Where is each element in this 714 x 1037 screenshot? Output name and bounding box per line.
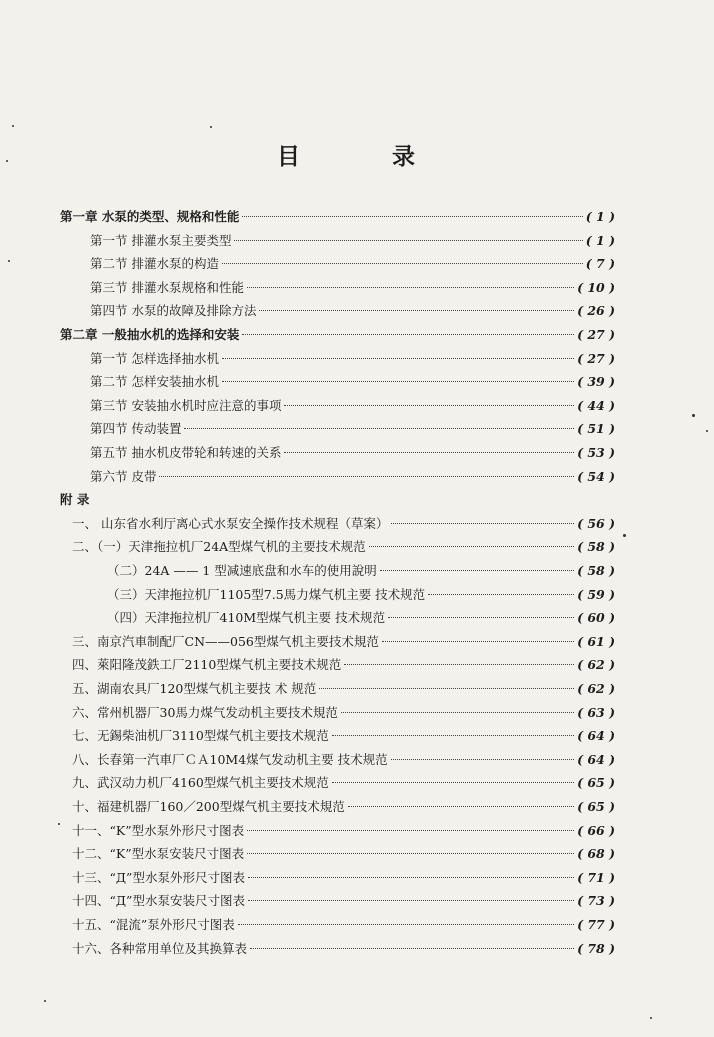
toc-entry — [72, 726, 615, 748]
toc-entry — [90, 349, 615, 371]
toc-entry-label: 十一、“K”型水泵外形尺寸图表 — [72, 822, 245, 838]
toc-entry-label: （四）天津拖拉机厂410M型煤气机主要 技术规范 — [107, 610, 386, 626]
toc-entry-label: 十三、“Д”型水泵外形尺寸图表 — [72, 869, 245, 885]
toc-entry-label: 第二章 一般抽水机的选择和安装 — [60, 327, 240, 342]
dot-leader — [332, 735, 574, 736]
toc-entry — [90, 419, 615, 441]
toc-entry-page: ( 65 ) — [577, 799, 615, 814]
toc-entry-page: ( 61 ) — [577, 633, 615, 649]
toc-entry-page: ( 59 ) — [577, 586, 615, 602]
dot-leader — [247, 287, 574, 288]
toc-entry-page: ( 64 ) — [577, 728, 615, 744]
toc-entry-page: ( 56 ) — [577, 515, 615, 531]
toc-entry-page: ( 27 ) — [577, 350, 615, 366]
toc-entry — [72, 632, 615, 654]
dot-leader — [382, 641, 574, 642]
toc-entry-label: 第二节 怎样安装抽水机 — [90, 374, 219, 390]
toc-entry-page: ( 27 ) — [577, 327, 615, 342]
toc-entry-label: 第一节 怎样选择抽水机 — [90, 350, 219, 366]
dot-leader — [238, 924, 574, 925]
dot-leader — [428, 594, 574, 595]
toc-entry — [107, 585, 615, 607]
scan-speck — [6, 160, 8, 162]
toc-entry-page: ( 71 ) — [577, 869, 615, 885]
toc-entry-page: ( 63 ) — [577, 704, 615, 720]
toc-entry — [60, 490, 615, 512]
toc-entry-page: ( 39 ) — [577, 374, 615, 390]
dot-leader — [248, 900, 574, 901]
toc-entry-page: ( 58 ) — [577, 563, 615, 578]
toc-entry — [72, 891, 615, 913]
dot-leader — [222, 381, 574, 382]
toc-entry — [72, 821, 615, 843]
toc-entry-label: 十四、“Д”型水泵安装尺寸图表 — [72, 893, 245, 909]
dot-leader — [369, 546, 574, 547]
toc-entry-label: 第三节 排灌水泵规格和性能 — [90, 279, 244, 295]
toc-entry-page: ( 44 ) — [577, 397, 615, 413]
scan-speck — [692, 414, 695, 417]
toc-entry — [72, 655, 615, 677]
dot-leader — [332, 782, 574, 783]
toc-entry-page: ( 78 ) — [577, 940, 615, 956]
toc-entry-label: 九、武汉动力机厂4160型煤气机主要技术规范 — [72, 775, 329, 791]
toc-entry — [90, 372, 615, 394]
toc-entry — [72, 773, 615, 795]
toc-entry-label: 五、湖南农具厂120型煤气机主要技 术 规范 — [72, 681, 317, 696]
toc-entry — [72, 537, 615, 559]
toc-entry-page: ( 58 ) — [577, 539, 615, 555]
dot-leader — [242, 216, 582, 217]
toc-entry-page: ( 77 ) — [577, 917, 615, 932]
toc-entry — [107, 561, 615, 583]
toc-entry-page: ( 1 ) — [585, 232, 615, 248]
toc-entry-page: ( 62 ) — [577, 657, 615, 673]
dot-leader — [234, 240, 582, 241]
toc-entry-page: ( 73 ) — [577, 893, 615, 909]
toc-entry-page: ( 1 ) — [585, 209, 615, 224]
dot-leader — [391, 523, 574, 524]
toc-entry-page: ( 65 ) — [577, 775, 615, 791]
dot-leader — [319, 688, 574, 689]
toc-entry — [90, 396, 615, 418]
toc-entry-label: 十六、各种常用单位及其换算表 — [72, 940, 248, 956]
toc-entry-label: 第一章 水泵的类型、规格和性能 — [60, 209, 240, 224]
toc-entry-page: ( 26 ) — [577, 303, 615, 319]
toc-entry-label: 二、（一）天津拖拉机厂24A型煤气机的主要技术规范 — [72, 539, 366, 555]
toc-entry-page: ( 54 ) — [577, 468, 615, 484]
dot-leader — [391, 759, 574, 760]
toc-entry — [72, 703, 615, 725]
dot-leader — [242, 334, 574, 335]
toc-entry-label: 八、长春第一汽車厂ＣＡ10M4煤气发动机主要 技术规范 — [72, 751, 388, 767]
dot-leader — [284, 452, 574, 453]
dot-leader — [222, 358, 574, 359]
toc-entry-label: （三）天津拖拉机厂1105型7.5馬力煤气机主要 技术规范 — [107, 586, 426, 602]
toc-entry-page: ( 66 ) — [577, 822, 615, 838]
toc-entry — [72, 797, 615, 819]
toc-entry-label: 第三节 安装抽水机时应注意的事项 — [90, 397, 282, 413]
toc-entry-page: ( 68 ) — [577, 846, 615, 862]
dot-leader — [348, 806, 574, 807]
scan-speck — [650, 1017, 652, 1019]
dot-leader — [284, 405, 574, 406]
scan-speck — [8, 260, 10, 262]
toc-entry — [60, 325, 615, 347]
toc-entry — [72, 915, 615, 937]
toc-entry — [90, 278, 615, 300]
toc-entry — [107, 608, 615, 630]
dot-leader — [344, 664, 574, 665]
toc-entry-label: 第六节 皮带 — [90, 468, 157, 484]
scan-speck — [623, 534, 626, 537]
dot-leader — [222, 263, 583, 264]
dot-leader — [341, 712, 574, 713]
dot-leader — [247, 830, 574, 831]
toc-entry-label: （二）24A —— 1 型减速底盘和水车的使用說明 — [107, 563, 377, 578]
toc-entry-label: 十二、“K”型水泵安装尺寸图表 — [72, 846, 245, 862]
toc-entry — [72, 750, 615, 772]
dot-leader — [259, 310, 574, 311]
toc-entry-page: ( 51 ) — [577, 421, 615, 437]
toc-entry — [90, 443, 615, 465]
toc-entry-label: 附 录 — [60, 492, 90, 508]
toc-entry — [60, 207, 615, 229]
toc-entry-label: 七、无錫柴油机厂3110型煤气机主要技术规范 — [72, 728, 329, 744]
toc-entry — [72, 868, 615, 890]
dot-leader — [248, 877, 574, 878]
scan-speck — [210, 126, 212, 128]
scan-speck — [12, 125, 14, 127]
toc-entry-page: ( 53 ) — [577, 445, 615, 460]
toc-entry-label: 一、 山东省水利厅离心式水泵安全操作技术规程（草案） — [72, 515, 389, 531]
toc-entry-page: ( 62 ) — [577, 681, 615, 696]
toc-entry — [72, 844, 615, 866]
dot-leader — [250, 948, 574, 949]
toc-entry-label: 三、南京汽車制配厂CN——056型煤气机主要技术規范 — [72, 633, 379, 649]
toc-entry-page: ( 10 ) — [577, 279, 615, 295]
toc-entry-label: 第四节 传动装置 — [90, 421, 182, 437]
toc-entry-label: 第二节 排灌水泵的构造 — [90, 256, 219, 272]
toc-entry-label: 十、福建机器厂160／200型煤气机主要技术規范 — [72, 799, 345, 814]
dot-leader — [388, 617, 574, 618]
toc-entry-label: 十五、“混流”泵外形尺寸图表 — [72, 917, 235, 932]
dot-leader — [380, 570, 574, 571]
dot-leader — [184, 428, 574, 429]
toc-entry — [72, 939, 615, 961]
toc-entry — [90, 301, 615, 323]
toc-entry-label: 六、常州机器厂30馬力煤气发动机主要技术規范 — [72, 704, 338, 720]
toc-entry-page: ( 60 ) — [577, 610, 615, 626]
toc-entry — [72, 679, 615, 701]
scan-speck — [706, 430, 708, 432]
toc-entry-label: 第五节 抽水机皮带轮和转速的关系 — [90, 445, 282, 460]
dot-leader — [247, 853, 574, 854]
toc-entry-page: ( 7 ) — [585, 256, 615, 272]
dot-leader — [159, 476, 574, 477]
toc-entry-label: 第一节 排灌水泵主要类型 — [90, 232, 232, 248]
scan-speck — [44, 1000, 46, 1002]
toc-entry-label: 四、萊阳隆茂鉄工厂2110型煤气机主要技术规范 — [72, 657, 342, 673]
toc-entry — [90, 254, 615, 276]
toc-entry-label: 第四节 水泵的故障及排除方法 — [90, 303, 257, 319]
toc-entry — [90, 467, 615, 489]
toc-entry — [72, 514, 615, 536]
page-title: 目 录 — [276, 143, 457, 170]
toc-entry — [90, 231, 615, 253]
toc-entry-page: ( 64 ) — [577, 751, 615, 767]
scan-speck — [58, 823, 60, 825]
